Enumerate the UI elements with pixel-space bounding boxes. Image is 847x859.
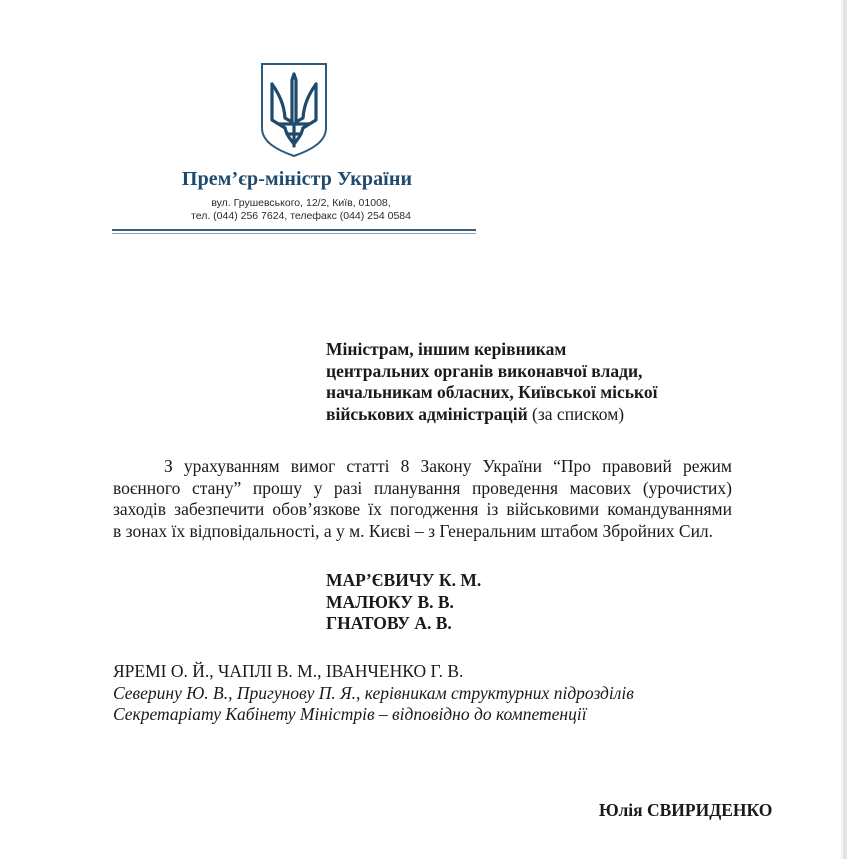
copy-names: ЯРЕМІ О. Й., ЧАПЛІ В. М., ІВАНЧЕНКО Г. В. bbox=[113, 661, 464, 681]
body-line: заходів забезпечити обов’язкове їх погодження із військовими командуваннями bbox=[113, 499, 732, 519]
addressee-line: центральних органів виконавчої влади, bbox=[326, 360, 643, 381]
addressee-suffix: (за списком) bbox=[527, 403, 625, 424]
body-line: З урахуванням вимог статті 8 Закону України “Про правовий режим bbox=[164, 456, 732, 476]
phone-line: тел. (044) 256 7624, телефакс (044) 254 0584 bbox=[191, 210, 411, 222]
address-line: вул. Грушевського, 12/2, Київ, 01008, bbox=[211, 197, 391, 209]
page-edge bbox=[843, 0, 847, 859]
letterhead-rule-thick bbox=[112, 229, 476, 231]
copy-note-line: Северину Ю. В., Пригунову П. Я., керівникам структурних підрозділів bbox=[113, 682, 634, 703]
recipient-name: МАЛЮКУ В. В. bbox=[326, 591, 454, 612]
letterhead-title: Прем’єр-міністр України bbox=[181, 168, 413, 190]
addressees-block bbox=[326, 339, 766, 425]
letter-body bbox=[113, 456, 732, 542]
addressee-line-last bbox=[326, 404, 766, 426]
recipient-name: ГНАТОВУ А. В. bbox=[326, 613, 452, 633]
addressee-line: військових адміністрацій bbox=[326, 403, 528, 424]
copy-note-line: Секретаріату Кабінету Міністрів – відповідно до компетенції bbox=[113, 704, 587, 724]
body-line: в зонах їх відповідальності, а у м. Києві – з Генеральним штабом Збройних Сил. bbox=[113, 520, 714, 541]
signature-name: Юлія СВИРИДЕНКО bbox=[599, 800, 773, 820]
letterhead-address bbox=[112, 197, 476, 223]
copies-block bbox=[113, 661, 634, 726]
letterhead-rule-thin bbox=[112, 233, 476, 234]
letterhead bbox=[112, 60, 476, 240]
addressee-line: начальникам обласних, Київської міської bbox=[326, 382, 658, 402]
trident-emblem-icon bbox=[259, 62, 329, 158]
body-line: воєнного стану” прошу у разі планування проведення масових (урочистих) bbox=[113, 477, 732, 498]
recipients-block bbox=[326, 570, 481, 635]
recipient-name: МАР’ЄВИЧУ К. М. bbox=[326, 570, 482, 590]
addressee-line: Міністрам, іншим керівникам bbox=[326, 339, 567, 359]
